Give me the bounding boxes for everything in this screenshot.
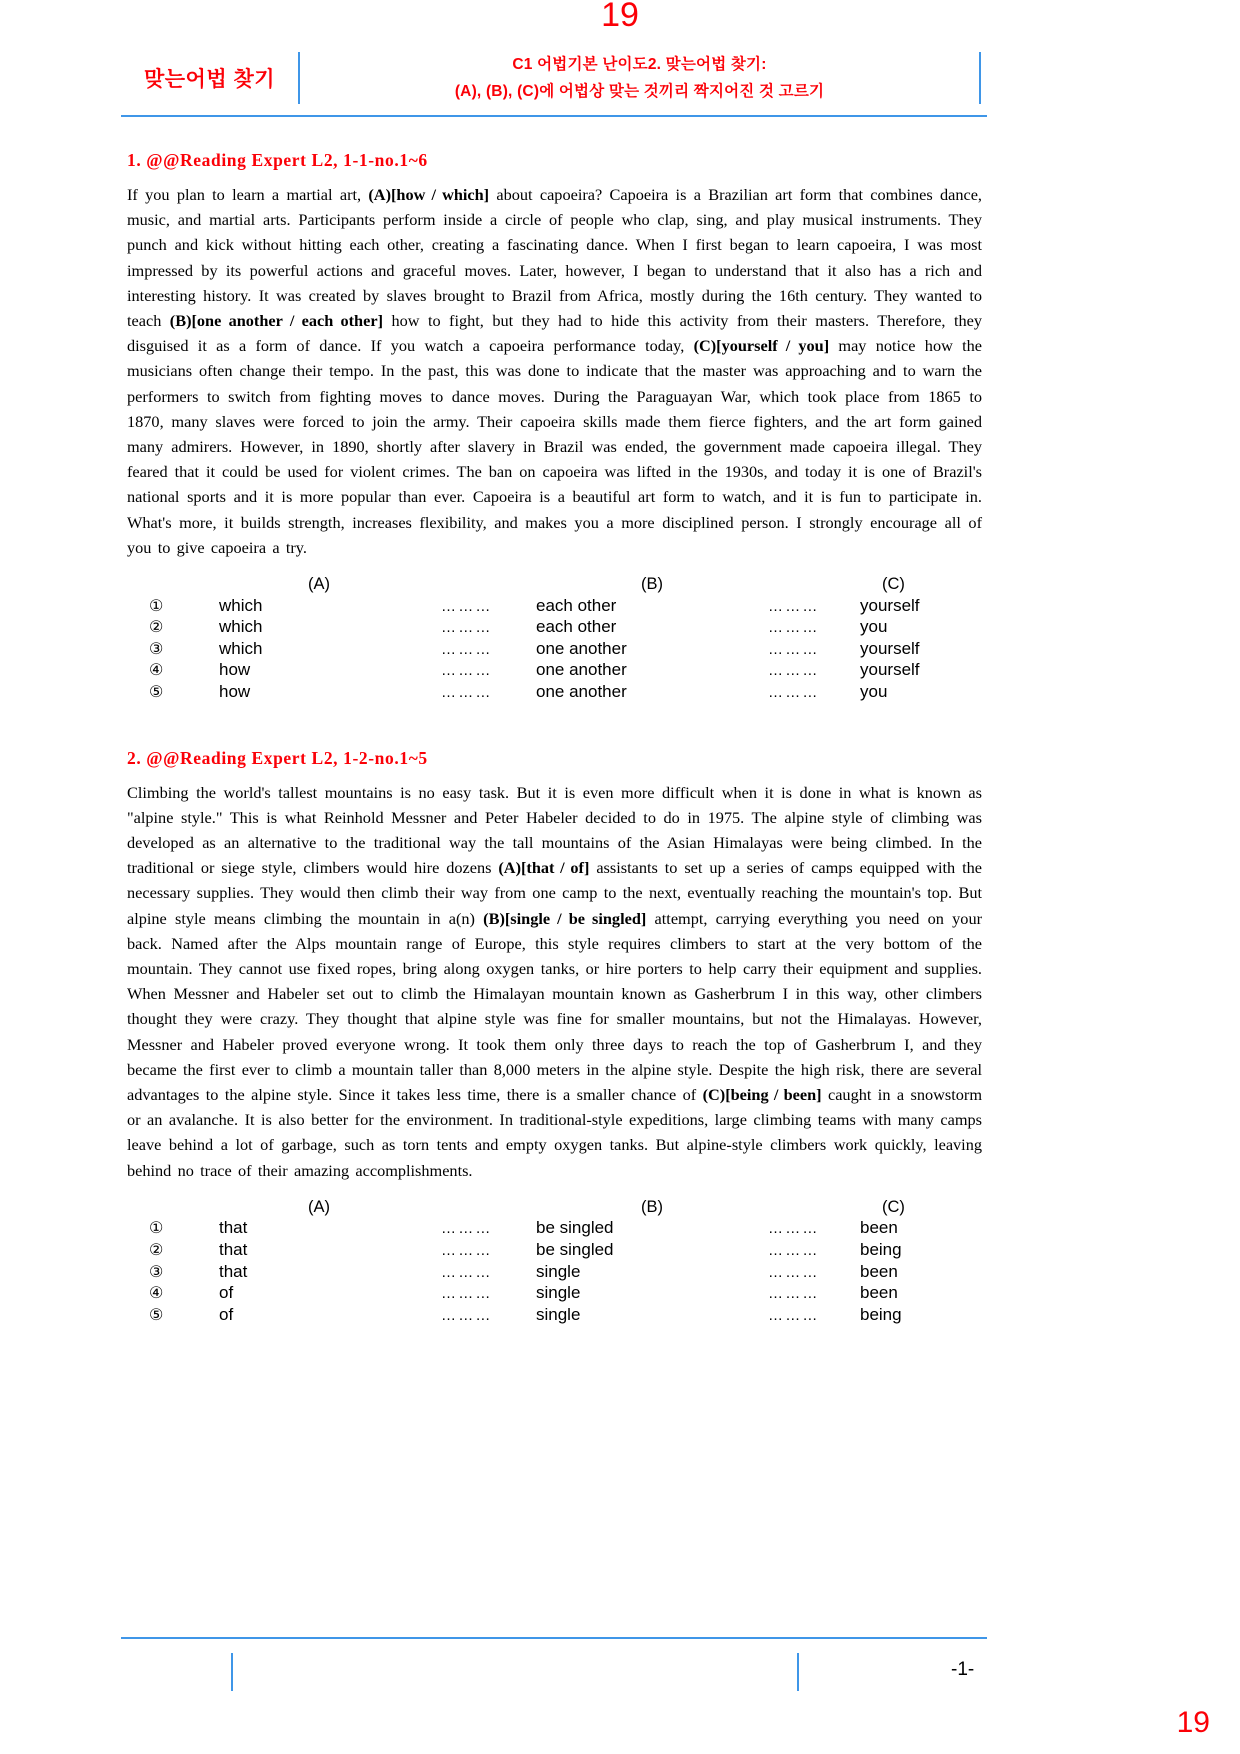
answer-column-header-3: (B) — [641, 575, 663, 594]
answer-options-header-row — [149, 574, 920, 596]
option-dots: ……… — [441, 619, 493, 637]
option-number[interactable]: ① — [149, 1220, 164, 1238]
option-dots: ……… — [441, 597, 493, 615]
option-value-a[interactable]: which — [219, 595, 263, 615]
footer-page-number: -1- — [951, 1659, 975, 1680]
option-value-a[interactable]: how — [219, 660, 251, 680]
answer-option-row[interactable] — [149, 1262, 905, 1284]
answer-column-header-2 — [441, 574, 536, 596]
passage-run: about capoeira? Capoeira is a Brazilian art form that combines dance, music, and martial arts. Participants perform inside a circle of people who clap, sing, and play musical instruments. They punch and kick without hitting each other, creating a fascinating dance. When I first began to learn capoeira, I was most impressed by its powerful actions and graceful moves. Later, however, I began to understand that it also has a rich and interesting history. It was created by slaves brought to Brazil from Africa, mostly during the 16th century. They wanted to teach — [127, 185, 982, 331]
option-dots: ……… — [768, 619, 820, 637]
option-dots: ……… — [441, 1242, 493, 1260]
option-dots: ……… — [768, 597, 820, 615]
question-block-1 — [127, 150, 982, 704]
option-value-c[interactable]: you — [860, 682, 888, 702]
passage-run: how to fight, but they had to hide this activity from their masters. Therefore, they disguised it as a form of dance. If you watch a capoeira performance today, — [127, 311, 982, 356]
option-value-b[interactable]: each other — [536, 617, 617, 637]
option-value-a[interactable]: that — [219, 1240, 248, 1260]
worksheet-content — [127, 150, 982, 1326]
passage-run: attempt, carrying everything you need on your back. Named after the Alps mountain range of Europe, this style requires climbers to start at the very bottom of the mountain. They cannot use fixed ropes, bring along oxygen tanks, or hire porters to help carry their equipment and supplies. When Messner and Habeler set out to climb the Himalayan mountain known as Gasherbrum I in this way, other climbers thought they were crazy. They thought that alpine style was fine for smaller mountains, but not the Himalayas. However, Messner and Habeler proved everyone wrong. It took them only three days to reach the top of Gasherbrum I, and they became the first ever to climb a mountain taller than 8,000 meters in the alpine style. Despite the high risk, there are several advantages to the alpine style. Since it takes less time, there is a smaller chance of — [127, 908, 983, 1105]
header-subtitle — [306, 51, 973, 105]
option-value-a[interactable]: that — [219, 1261, 248, 1281]
option-value-a[interactable]: how — [219, 682, 251, 702]
option-value-b[interactable]: be singled — [536, 1240, 614, 1260]
option-value-a[interactable]: of — [219, 1283, 234, 1303]
answer-option-row[interactable] — [149, 1240, 905, 1262]
footer-rule — [121, 1637, 987, 1639]
option-value-a[interactable]: of — [219, 1304, 234, 1324]
question-block-2 — [127, 748, 982, 1327]
option-number[interactable]: ⑤ — [149, 1306, 164, 1324]
answer-column-header-5: (C) — [882, 575, 905, 594]
passage-text-1 — [127, 182, 982, 560]
option-value-c[interactable]: been — [860, 1261, 898, 1281]
footer-bar-right — [797, 1653, 799, 1691]
answer-column-header-1: (A) — [308, 575, 330, 594]
passage-run: caught in a snowstorm or an avalanche. It is also better for the environment. In traditional-style expeditions, large climbing teams with many camps leave behind a lot of garbage, such as torn tents and empty oxygen tanks. But alpine-style climbers work quickly, leaving behind no trace of their amazing accomplishments. — [127, 1085, 982, 1180]
option-value-c[interactable]: been — [860, 1218, 898, 1238]
answer-column-header-1: (A) — [308, 1197, 330, 1216]
option-dots: ……… — [441, 1263, 493, 1281]
passage-run: If you plan to learn a martial art, — [127, 185, 369, 204]
passage-run: assistants to set up a series of camps equipped with the necessary supplies. They would then climb their way from one camp to the next, eventually reaching the mountain's top. But alpine style means climbing the mountain in a(n) — [127, 858, 983, 928]
option-dots: ……… — [768, 1285, 820, 1303]
answer-column-header-0 — [149, 1197, 197, 1219]
answer-column-header-4 — [768, 1197, 860, 1219]
option-dots: ……… — [441, 662, 493, 680]
option-value-b[interactable]: one another — [536, 638, 627, 658]
bottom-page-number: 19 — [1176, 1706, 1210, 1739]
header-subtitle-line2: (A), (B), (C)에 어법상 맞는 것끼리 짝지어진 것 고르기 — [454, 83, 825, 100]
option-value-c[interactable]: yourself — [860, 595, 920, 615]
answer-option-row[interactable] — [149, 660, 920, 682]
answer-options-table-2 — [149, 1197, 905, 1327]
answer-column-header-5: (C) — [882, 1197, 905, 1216]
option-value-a[interactable]: which — [219, 638, 263, 658]
answer-options-table-1 — [149, 574, 920, 704]
answer-option-row[interactable] — [149, 617, 920, 639]
grammar-choice: (B)[one another / each other] — [169, 311, 383, 331]
passage-text-2 — [127, 780, 982, 1183]
option-value-b[interactable]: be singled — [536, 1218, 614, 1238]
answer-option-row[interactable] — [149, 1305, 905, 1327]
option-value-c[interactable]: being — [860, 1240, 902, 1260]
grammar-choice: (C)[yourself / you] — [693, 336, 830, 356]
option-value-c[interactable]: been — [860, 1283, 898, 1303]
option-value-c[interactable]: yourself — [860, 660, 920, 680]
grammar-choice: (A)[that / of] — [498, 858, 590, 878]
header-subtitle-line1: C1 어법기본 난이도2. 맞는어법 찾기: — [512, 55, 767, 73]
option-dots: ……… — [768, 662, 820, 680]
answer-column-header-0 — [149, 574, 197, 596]
option-value-b[interactable]: each other — [536, 595, 617, 615]
page-footer — [121, 1645, 987, 1705]
grammar-choice: (B)[single / be singled] — [483, 908, 647, 928]
header-divider-left — [298, 52, 300, 104]
answer-column-header-2 — [441, 1197, 536, 1219]
answer-option-row[interactable] — [149, 1218, 905, 1240]
option-dots: ……… — [768, 684, 820, 702]
question-title-1: 1. @@Reading Expert L2, 1-1-no.1~6 — [127, 150, 428, 170]
answer-option-row[interactable] — [149, 1283, 905, 1305]
header-divider-right — [979, 52, 981, 104]
option-number[interactable]: ① — [149, 597, 164, 615]
grammar-choice: (A)[how / which] — [368, 185, 490, 204]
option-number[interactable]: ③ — [149, 640, 164, 658]
option-value-b[interactable]: one another — [536, 682, 627, 702]
option-value-a[interactable]: which — [219, 617, 263, 637]
answer-options-body-1 — [149, 574, 920, 704]
answer-options-header-row — [149, 1197, 905, 1219]
option-dots: ……… — [768, 1306, 820, 1324]
option-value-b[interactable]: one another — [536, 660, 627, 680]
option-number[interactable]: ② — [149, 1242, 164, 1260]
answer-option-row[interactable] — [149, 682, 920, 704]
answer-options-body-2 — [149, 1197, 905, 1327]
option-dots: ……… — [768, 1220, 820, 1238]
answer-option-row[interactable] — [149, 596, 920, 618]
option-number[interactable]: ③ — [149, 1263, 164, 1281]
option-number[interactable]: ④ — [149, 662, 164, 680]
passage-run: Climbing the world's tallest mountains is no easy task. But it is even more difficult when it is done in what is known as "alpine style." This is what Reinhold Messner and Peter Habeler decided to do in 1975. The alpine style of climbing was developed as an alternative to the traditional way the tall mountains of the Asian Himalayas were being climbed. In the traditional or siege style, climbers would hire dozens — [127, 782, 982, 878]
option-value-b[interactable]: single — [536, 1283, 581, 1303]
option-number[interactable]: ⑤ — [149, 684, 164, 702]
option-value-c[interactable]: yourself — [860, 638, 920, 658]
header-category-title: 맞는어법 찾기 — [143, 68, 276, 91]
option-value-c[interactable]: being — [860, 1304, 902, 1324]
option-dots: ……… — [441, 1220, 493, 1238]
option-number[interactable]: ④ — [149, 1285, 164, 1303]
option-value-b[interactable]: single — [536, 1261, 581, 1281]
answer-column-header-4 — [768, 574, 860, 596]
option-dots: ……… — [441, 1285, 493, 1303]
option-value-b[interactable]: single — [536, 1304, 581, 1324]
header-rule — [121, 115, 987, 117]
grammar-choice: (C)[being / been] — [702, 1085, 822, 1105]
option-value-a[interactable]: that — [219, 1218, 248, 1238]
answer-option-row[interactable] — [149, 639, 920, 661]
question-title-2: 2. @@Reading Expert L2, 1-2-no.1~5 — [127, 747, 428, 768]
page-header — [127, 46, 987, 110]
footer-bar-left — [231, 1653, 233, 1691]
top-page-number: 19 — [601, 0, 639, 34]
option-dots: ……… — [768, 640, 820, 658]
option-dots: ……… — [441, 640, 493, 658]
option-value-c[interactable]: you — [860, 617, 888, 637]
answer-column-header-3: (B) — [641, 1197, 663, 1216]
option-dots: ……… — [768, 1263, 820, 1281]
option-number[interactable]: ② — [149, 619, 164, 637]
option-dots: ……… — [768, 1242, 820, 1260]
option-dots: ……… — [441, 684, 493, 702]
passage-run: may notice how the musicians often change their tempo. In the past, this was done to indicate that the master was approaching and to warn the performers to switch from fighting moves to dance moves. During the Paraguayan War, which took place from 1865 to 1870, many slaves were forced to join the army. Their capoeira skills made them fierce fighters, and the art form gained many admirers. However, in 1890, shortly after slavery in Brazil was ended, the government made capoeira illegal. They feared that it could be used for violent crimes. The ban on capoeira was lifted in the 1930s, and today it is one of Brazil's national sports and it is more popular than ever. Capoeira is a beautiful art form to watch, and it is fun to participate in. What's more, it builds strength, increases flexibility, and makes you a more disciplined person. I strongly encourage all of you to give capoeira a try. — [127, 336, 983, 557]
option-dots: ……… — [441, 1306, 493, 1324]
